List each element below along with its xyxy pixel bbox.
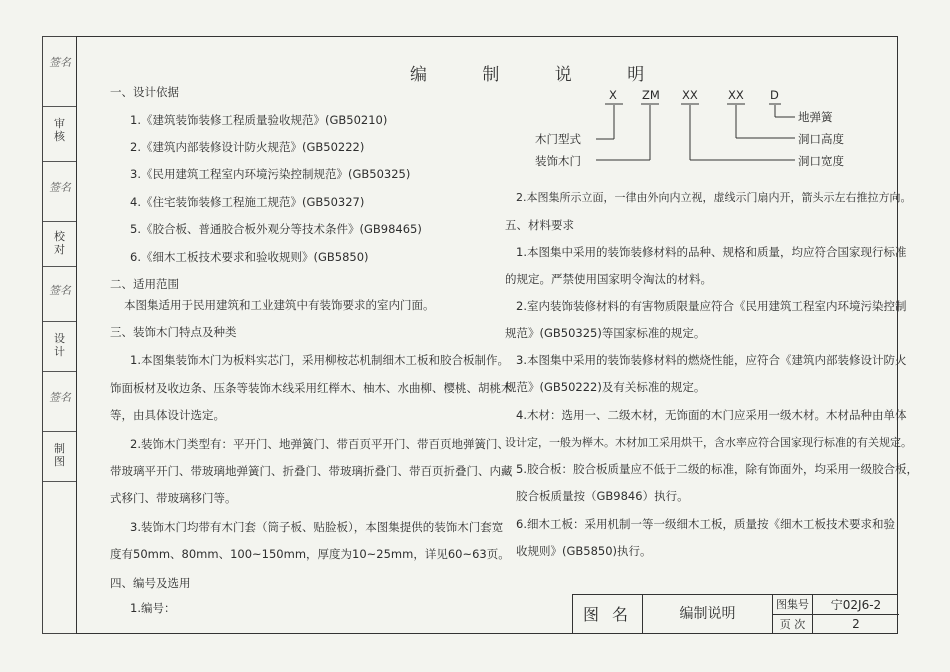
left-line: 带玻璃平开门、带玻璃地弹簧门、折叠门、带玻璃折叠门、带百页折叠门、内藏	[110, 464, 513, 478]
left-line: 度有50mm、80mm、100~150mm，厚度为10~25mm，详见60~63页。	[110, 547, 510, 561]
left-line: 四、编号及选用	[110, 576, 191, 590]
side-label-design: 设计	[54, 332, 66, 358]
left-line: 1.本图集装饰木门为板料实芯门，采用柳桉芯机制细木工板和胶合板制作。	[130, 353, 509, 367]
code-d: D	[770, 88, 779, 102]
label-opening-width: 洞口宽度	[798, 154, 844, 168]
title-block-atlas-no: 宁02J6-2	[813, 595, 899, 615]
left-line: 5.《胶合板、普通胶合板外观分等技术条件》(GB98465)	[130, 222, 422, 236]
title-block-name-label: 图 名	[573, 595, 643, 634]
side-label-review: 审核	[54, 117, 66, 143]
title-block	[572, 594, 898, 634]
label-decorative-door: 装饰木门	[535, 154, 581, 168]
left-line: 3.装饰木门均带有木门套（筒子板、贴脸板），本图集提供的装饰木门套宽	[130, 520, 504, 534]
code-xx-height: XX	[728, 88, 744, 102]
side-sign-design: 签名	[49, 391, 71, 404]
left-line: 二、适用范围	[110, 277, 179, 291]
left-line: 一、设计依据	[110, 85, 179, 99]
title-block-page-no: 2	[852, 617, 860, 631]
code-x: X	[609, 88, 617, 102]
right-line: 6.细木工板：采用机制一等一级细木工板，质量按《细木工板技术要求和验	[516, 517, 895, 531]
left-line: 等，由具体设计选定。	[110, 408, 225, 422]
title-block-drawing-name: 编制说明	[643, 595, 773, 634]
right-line: 5.胶合板：胶合板质量应不低于二级的标准，除有饰面外，均采用一级胶合板，	[516, 462, 918, 476]
left-line: 4.《住宅装饰装修工程施工规范》(GB50327)	[130, 195, 365, 209]
right-line: 胶合板质量按（GB9846）执行。	[516, 489, 689, 503]
right-line: 2.本图集所示立面，一律由外向内立视，虚线示门扇内开，箭头示左右推拉方向。	[516, 191, 912, 204]
label-floor-spring: 地弹簧	[798, 110, 833, 124]
side-sign-review: 签名	[49, 181, 71, 194]
left-line: 饰面板材及收边条、压条等装饰木线采用红榉木、柚木、水曲柳、樱桃、胡桃木	[110, 381, 513, 395]
left-line: 1.《建筑装饰装修工程质量验收规范》(GB50210)	[130, 113, 388, 127]
left-line: 2.《建筑内部装修设计防火规范》(GB50222)	[130, 140, 365, 154]
right-line: 1.本图集中采用的装饰装修材料的品种、规格和质量，均应符合国家现行标准	[516, 245, 907, 259]
title-block-page-label: 页 次	[773, 615, 813, 634]
right-line: 规范》(GB50325)等国家标准的规定。	[505, 326, 706, 340]
right-line: 五、材料要求	[505, 218, 574, 232]
code-zm: ZM	[642, 88, 660, 102]
right-line: 3.本图集中采用的装饰装修材料的燃烧性能，应符合《建筑内部装修设计防火	[516, 353, 907, 367]
right-line: 4.木材：选用一、二级木材，无饰面的木门应采用一级木材。木材品种由单体	[516, 408, 907, 422]
left-line: 6.《细木工板技术要求和验收规则》(GB5850)	[130, 250, 369, 264]
left-line: 式移门、带玻璃移门等。	[110, 491, 237, 505]
left-line: 三、装饰木门特点及种类	[110, 325, 237, 339]
side-label-draw: 制图	[54, 442, 66, 468]
right-line: 设计定，一般为榉木。木材加工采用烘干，含水率应符合国家现行标准的有关规定。	[505, 436, 912, 449]
side-sign-top: 签名	[49, 56, 71, 69]
title-block-atlas-label: 图集号	[773, 595, 813, 615]
right-line: 的规定。严禁使用国家明令淘汰的材料。	[505, 272, 712, 286]
label-opening-height: 洞口高度	[798, 132, 844, 146]
code-xx-width: XX	[682, 88, 698, 102]
left-line: 3.《民用建筑工程室内环境污染控制规范》(GB50325)	[130, 167, 411, 181]
label-door-type: 木门型式	[535, 132, 581, 146]
left-line: 2.装饰木门类型有：平开门、地弹簧门、带百页平开门、带百页地弹簧门、	[130, 437, 509, 451]
left-line: 本图集适用于民用建筑和工业建筑中有装饰要求的室内门面。	[124, 298, 435, 312]
side-sign-check: 签名	[49, 284, 71, 297]
right-line: 收规则》(GB5850)执行。	[516, 544, 652, 558]
right-line: 2.室内装饰装修材料的有害物质限量应符合《民用建筑工程室内环境污染控制	[516, 299, 907, 313]
right-line: 规范》(GB50222)及有关标准的规定。	[505, 380, 706, 394]
left-line: 1.编号：	[130, 601, 176, 615]
page-title: 编 制 说 明	[410, 65, 670, 85]
side-label-check: 校对	[54, 230, 66, 256]
